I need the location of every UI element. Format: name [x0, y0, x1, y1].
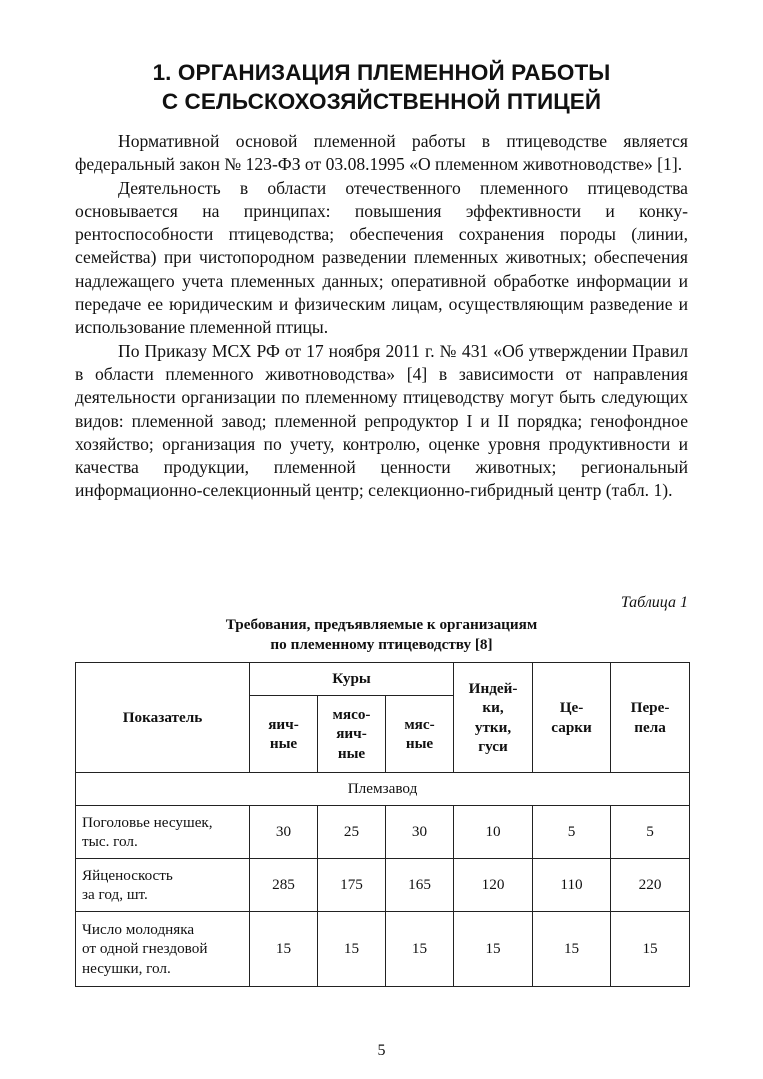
table-row [76, 806, 690, 859]
cell-value: 15 [454, 912, 533, 987]
row-label: Яйценоскость за год, шт. [76, 859, 250, 912]
table-caption-line-1: Требования, предъявляемые к организациям [225, 616, 538, 633]
cell-value: 165 [386, 859, 454, 912]
cell-value: 175 [318, 859, 386, 912]
section-row: Племзавод [76, 773, 690, 806]
cell-value: 10 [454, 806, 533, 859]
header-meat-chickens: мяс- ные [386, 696, 454, 773]
header-indicator: Показатель [76, 663, 250, 773]
paragraph: По Приказу МСХ РФ от 17 ноября 2011 г. № 431 «Об утверждении Правил в области племенного животноводства» [4] в зависимости от направления деятельности организации по племенному птицеводству могут быть следующих видов: племенной завод; племенной репродуктор I и II порядка; генофондное хозяйство; организация по учету, контролю, оценке уровня продуктивности и качества продукции, племенной ценности животных; региональный информационно-селекционный центр; селекционно-гибридный центр (табл. 1). [75, 340, 688, 501]
header-guinea-fowl: Це- сарки [533, 663, 611, 773]
row-label: Поголовье несушек, тыс. гол. [76, 806, 250, 859]
cell-value: 220 [611, 859, 690, 912]
paragraph: Нормативной основой племенной работы в птицеводстве является федеральный закон № 123-ФЗ от 03.08.1995 «О племенном животноводстве» [1]. [75, 131, 688, 175]
cell-value: 30 [386, 806, 454, 859]
header-egg-chickens: яич- ные [250, 696, 318, 773]
requirements-table [75, 662, 690, 987]
table-row [76, 912, 690, 987]
cell-value: 110 [533, 859, 611, 912]
header-turkeys-ducks-geese: Индей- ки, утки, гуси [454, 663, 533, 773]
cell-value: 30 [250, 806, 318, 859]
cell-value: 120 [454, 859, 533, 912]
chapter-heading [75, 58, 688, 116]
page-number: 5 [377, 1042, 386, 1059]
chapter-heading-line-1: 1. ОРГАНИЗАЦИЯ ПЛЕМЕННОЙ РАБОТЫ [152, 60, 611, 85]
body-text [75, 130, 688, 503]
cell-value: 25 [318, 806, 386, 859]
cell-value: 15 [250, 912, 318, 987]
table-label: Таблица 1 [620, 594, 688, 611]
header-chickens: Куры [250, 663, 454, 696]
table-caption [75, 615, 688, 655]
chapter-heading-line-2: С СЕЛЬСКОХОЗЯЙСТВЕННОЙ ПТИЦЕЙ [161, 89, 602, 114]
cell-value: 15 [611, 912, 690, 987]
cell-value: 15 [386, 912, 454, 987]
paragraph: Деятельность в области отечественного племенного птицеводства основывается на принципах: повышения эффективности и конкурентоспособности птицеводства; обеспечения сохранения породы (линии, семейства) при чистопородном разведении племенных животных; обеспечения надлежащего учета племенных данных; оперативной обработке информации и передаче ее юридическим и физическим лицам, осуществляющим разведение и использование племенной птицы. [75, 177, 688, 338]
cell-value: 15 [533, 912, 611, 987]
table-caption-line-2: по племенному птицеводству [8] [270, 636, 493, 653]
cell-value: 5 [533, 806, 611, 859]
row-label: Число молодняка от одной гнездовой несушки, гол. [76, 912, 250, 987]
cell-value: 15 [318, 912, 386, 987]
cell-value: 285 [250, 859, 318, 912]
table-row [76, 859, 690, 912]
header-meat-egg-chickens: мясо- яич- ные [318, 696, 386, 773]
header-quail: Пере- пела [611, 663, 690, 773]
cell-value: 5 [611, 806, 690, 859]
